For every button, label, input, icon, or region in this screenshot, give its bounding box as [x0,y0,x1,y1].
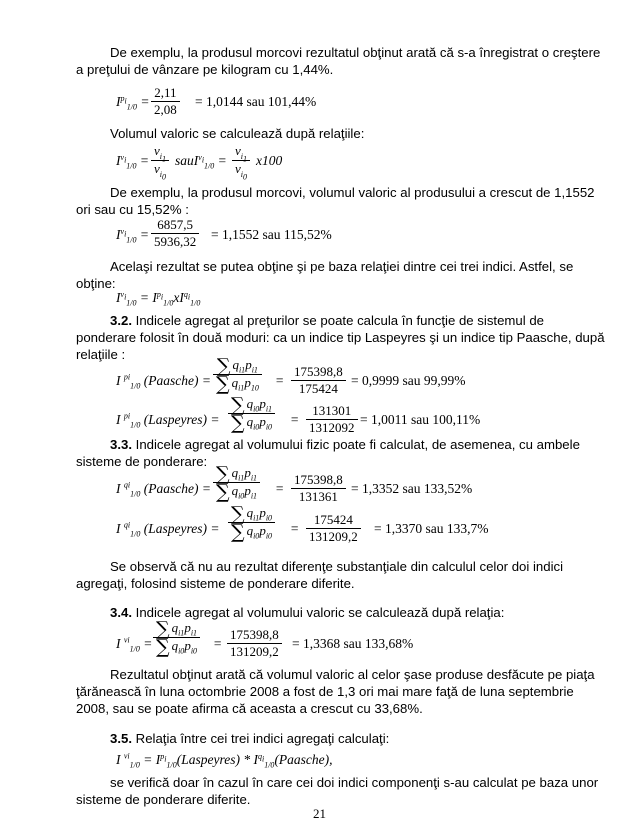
paragraph-line: ţărănească în luna octombrie 2008 a fost de 1,3 ori mai mare faţă de luna septembrie [76,684,574,699]
formula-paasche-price: I $^{pi}_{1/0}$ (Paasche) = [116,372,211,391]
formula-text: = [290,521,300,536]
section-3-2-line: 3.2. Indicele agregat al preţurilor se poate calcula în funcţie de sistemul de [110,313,544,328]
fraction: $\frac{v_{i_1}}{v_{i_0}}$ [151,144,169,177]
formula-result: = 1,0011 sau 100,11% [360,412,481,427]
formula-relation: $I^{v_i}_{1/0} = I^{p_i}_{1/0}xI^{q_i}_{1/0}$ [116,289,201,308]
formula-result: = 1,0144 sau 101,44% [195,94,317,109]
paragraph-line: De exemplu, la produsul morcovi rezultatul obţinut arată că s-a înregistrat o creştere [110,45,601,60]
formula-value-index: $I^{v_i}_{1/0}$ = [116,226,150,245]
fraction: $\frac{2,11}{2,08}$ [151,86,180,117]
paragraph-line: se verifică doar în cazul în care cei doi indici componenţi s-au calculat pe baza unor [110,775,599,790]
formula-result: = 1,3368 sau 133,68% [292,636,414,651]
fraction: $\frac{175398,8}{131209,2}$ [227,628,282,659]
paragraph-line: De exemplu, la produsul morcovi, volumul valoric al produsului a crescut de 1,1552 [110,185,595,200]
formula-indices-relation: I $^{vi}_{1/0} = I^{p_i}_{1/0}(Laspeyres)$ * $I^{q_i}_{1/0}(Paasche)$, [116,751,333,770]
fraction: $\frac{175398,8}{131361}$ [291,473,346,504]
fraction: $\frac{175398,8}{175424}$ [291,365,346,396]
formula-text: = [290,412,300,427]
section-3-5-line: 3.5. Relaţia între cei trei indici agregaţi calculaţi: [110,731,390,746]
section-3-3-line: 3.3. Indicele agregat al volumului fizic poate fi calculat, de asemenea, cu ambele [110,437,580,452]
paragraph-line: a preţului de vânzare pe kilogram cu 1,44%. [76,62,334,77]
section-number: 3.2. [110,313,132,328]
fraction: $\frac{\sum q_{i1}p_{i1}}{\sum q_{i1}p_{10}}$ [213,358,262,391]
fraction: $\frac{175424}{131209,2}$ [306,513,361,544]
section-number: 3.5. [110,731,132,746]
formula-text: x100 [256,153,283,168]
paragraph-line: Se observă că nu au rezultat diferenţe substanţiale din calculul celor doi indici [110,559,564,574]
fraction: $\frac{131301}{1312092}$ [306,404,358,435]
page-number: 21 [313,806,326,821]
formula-value-index: $I^{v_i}_{1/0}$ = [116,152,150,171]
fraction: $\frac{\sum q_{i1}p_{i1}}{\sum q_{i0}p_{i0}}$ [153,621,200,654]
paragraph-line: Volumul valoric se calculează după relaţiile: [110,126,365,141]
paragraph-line: sisteme de ponderare: [76,454,208,469]
formula-text: = [275,481,285,496]
formula-text: = [213,636,223,651]
formula-text: sauI$^{v_i}_{1/0}$ = [175,152,227,171]
formula-laspeyres-price: I $^{pi}_{1/0}$ (Laspeyres) = [116,411,220,430]
paragraph-line: ori sau cu 15,52% : [76,202,189,217]
formula-laspeyres-volume: I $^{qi}_{1/0}$ (Laspeyres) = [116,520,220,539]
formula-text: = [275,373,285,388]
formula-result: = 1,3352 sau 133,52% [351,481,473,496]
paragraph-line: 2008, sau se poate afirma că aceasta a crescut cu 33,68%. [76,701,423,716]
fraction: $\frac{6857,5}{5936,32}$ [151,218,199,249]
paragraph-line: Acelaşi rezultat se putea obţine şi pe baza relaţiei dintre cei trei indici. Astfel, se [110,259,574,274]
formula-paasche-volume: I $^{qi}_{1/0}$ (Paasche) = [116,480,211,499]
section-3-4-line: 3.4. Indicele agregat al volumului valoric se calculează după relaţia: [110,605,505,620]
fraction: $\frac{\sum q_{i0}p_{i1}}{\sum q_{i0}p_{i0}}$ [228,397,275,430]
formula-result: = 1,3370 sau 133,7% [374,521,489,536]
formula-result: = 1,1552 sau 115,52% [211,227,332,242]
formula-result: = 0,9999 sau 99,99% [351,373,466,388]
paragraph-line: sisteme de ponderare diferite. [76,792,251,807]
fraction: $\frac{v_{i_1}}{v_{i_0}}$ [232,144,250,177]
fraction: $\frac{\sum q_{i1}p_{i1}}{\sum q_{i0}p_{i1}}$ [213,466,260,499]
formula-price-index: $I^{p_i}_{1/0}$ = [116,93,150,112]
section-number: 3.4. [110,605,132,620]
paragraph-line: relaţiile : [76,347,126,362]
paragraph-line: obţine: [76,276,116,291]
paragraph-line: agregaţi, folosind sisteme de ponderare diferite. [76,576,355,591]
fraction: $\frac{\sum q_{i1}p_{i0}}{\sum q_{i0}p_{i0}}$ [228,506,275,539]
section-number: 3.3. [110,437,132,452]
paragraph-line: ponderare folosit în două moduri: ca un indice tip Laspeyres şi un indice tip Paasche, după [76,330,605,345]
paragraph-line: Rezultatul obţinut arată că volumul valoric al celor şase produse desfăcute pe piaţa [110,667,595,682]
formula-aggregate-value: I $^{vi}_{1/0}$ = [116,635,153,654]
